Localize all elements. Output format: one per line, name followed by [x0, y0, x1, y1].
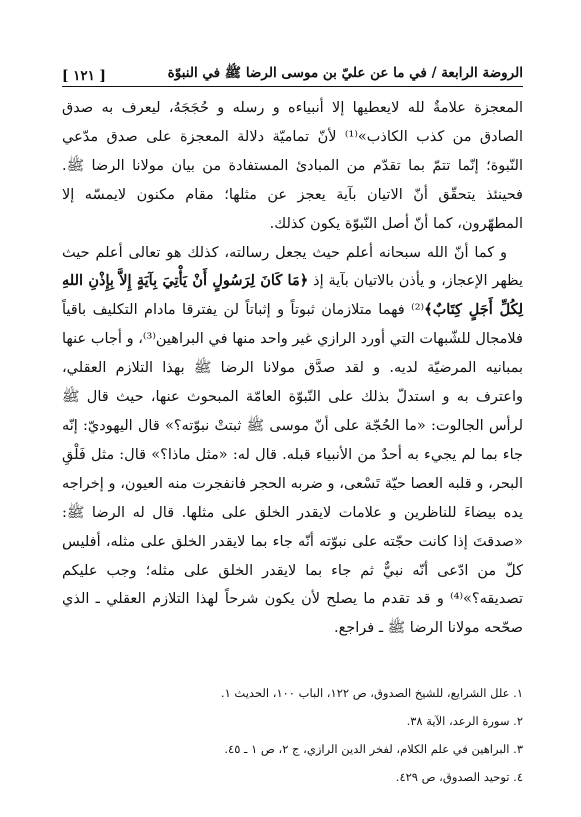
paragraph-2-rest: ⁽²⁾ فهما متلازمان ثبوتاً و إثباتاً لن يفترقا مادام التكليف باقياً فلامجال للشّبهات التي أورد الرازي غير واحد منها في البراهين⁽³⁾، و أجاب عنها بمبانيه المرضيّة لديه. و لقد صدَّق مولانا الرضا ﷺ بهذا التلازم العقلي، واعترف به و استدلّ بذلك على النّبوّة العامّة المبحوث عنها، حيث قال ﷺ لرأس الجالوت: «ما الحُجّة على أنّ موسى ﷺ ثبتتْ نبوّته؟» قال اليهوديّ: إنّه جاء بما لم يجيء به أحدٌ من الأنبياء قبله. قال له: «مثل ماذا؟» قال: مثل فَلْقِ البحر، و قلبه العصا حيّة تَسْعى، و ضربه الحجر فانفجرت منه العيون، و إخراجه يده بيضاءَ للناظرين و علامات لايقدر الخلق على مثلها. قال له الرضا ﷺ: «صدقتَ إذا كانت حجّته على نبوّته أنّه جاء بما لايقدر الخلق على مثله، أفليس كلّ من ادّعى أنّه نبيٌّ ثم جاء بما لايقدر الخلق على مثله؛ وجب عليكم تصديقه؟»⁽⁴⁾ و قد تقدم ما يصلح لأن يكون شرحاً لهذا التلازم العقلي ـ الذي صحّحه مولانا الرضا ﷺ ـ فراجع.	[62, 302, 523, 637]
running-header	[62, 58, 523, 84]
footnote-4: ٤. توحيد الصدوق، ص ٤٢٩.	[395, 770, 523, 784]
header-rule	[62, 86, 523, 87]
paragraph-1: المعجزة علامةٌ لله لايعطيها إلا أنبياءه و رسله و حُجَجَهُ، ليعرف به صدق الصادق من كذب الكاذب»⁽¹⁾ لأنّ تماميّة دلالة المعجزة على صدق مدّعي النّبوة؛ إنّما تتمّ بما تقدّم من المبادئ المستفادة من بيان مولانا الرضا ﷺ. فحينئذ يتحقّق أنّ الاتيان بآية يعجز عن مثلها؛ مقام مكنون لايمسّه إلا المطهّرون، كما أنّ أصل النّبوّة يكون كذلك.	[62, 100, 524, 232]
footnote-3: ٣. البراهين في علم الكلام، لفخر الدين الرازي، ج ٢، ص ١ ـ ٤٥.	[224, 742, 523, 756]
footnote-2: ٢. سورة الرعد، الآية ٣٨.	[406, 714, 523, 728]
paragraph-2-intro: و كما أنّ الله سبحانه أعلم حيث يجعل رسالته، كذلك هو تعالى أعلم حيث يظهر الإعجاز، و يأذن بالاتيان بآية إذ	[62, 244, 523, 290]
footnotes	[62, 679, 523, 791]
footnote-1: ١. علل الشرايع، للشيخ الصدوق، ص ١٢٢، الباب ١٠٠، الحديث ١.	[220, 686, 523, 700]
chapter-title: الروضة الرابعة / في ما عن عليّ بن موسى الرضا ﷺ في النبوّة	[167, 65, 523, 81]
quran-verse: ﴿مَا كَانَ لِرَسُولٍ أَنْ يَأْتِيَ بِآيَةٍ إِلاَّ بِإِذْنِ اللهِ لِكُلِّ أَجَلٍ كِتَابٌ﴾	[62, 272, 523, 319]
page-number: [ ١٢١ ]	[62, 68, 106, 84]
paragraph-2	[62, 239, 523, 644]
main-text	[62, 94, 523, 643]
